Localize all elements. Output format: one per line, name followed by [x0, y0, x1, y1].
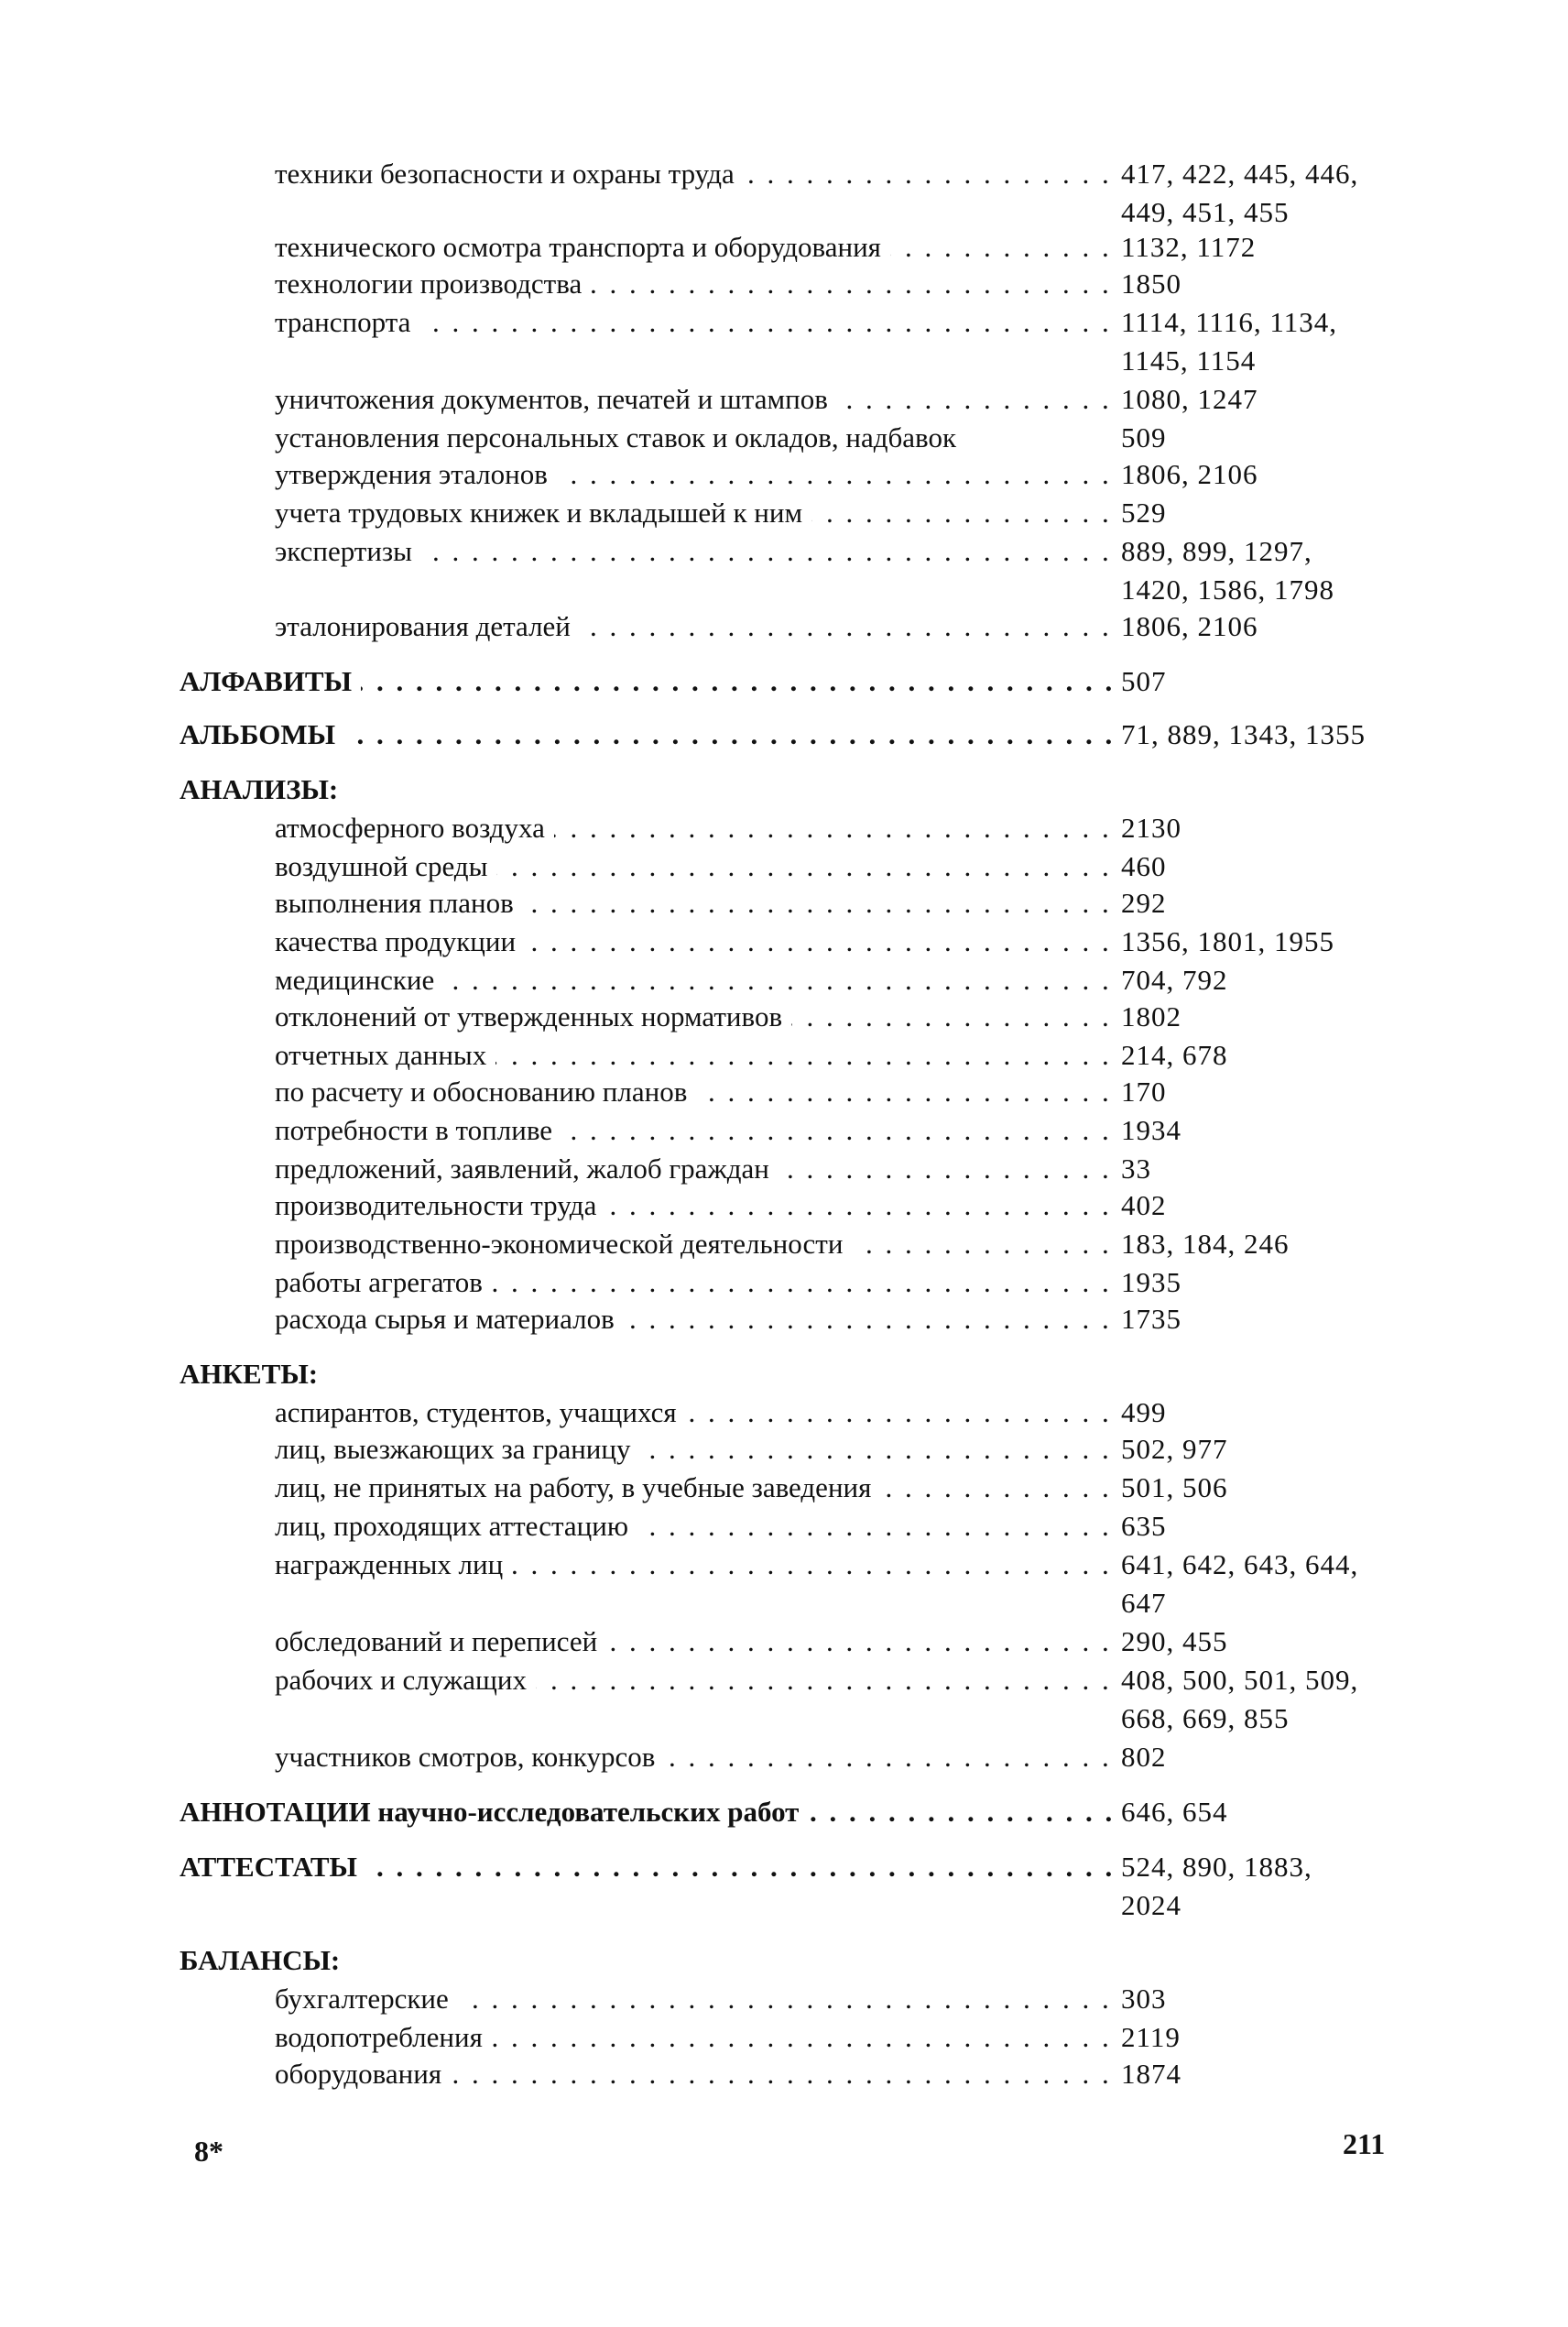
index-entry	[0, 848, 1568, 885]
index-entry	[0, 1585, 1568, 1622]
index-entry	[0, 810, 1568, 847]
entry-label: АНКЕТЫ:	[180, 1358, 327, 1390]
index-entry	[0, 456, 1568, 493]
index-entry	[0, 1431, 1568, 1468]
index-subentry	[275, 304, 1114, 341]
index-subentry	[275, 962, 1114, 999]
entry-pages: 1934	[1121, 1114, 1181, 1146]
index-subentry	[275, 999, 1114, 1035]
entry-pages: 704, 792	[1121, 964, 1228, 996]
index-entry	[0, 1739, 1568, 1775]
entry-pages: 1874	[1121, 2058, 1181, 2090]
entry-label: транспорта	[275, 306, 419, 338]
entry-label: эталонирования деталей	[275, 610, 580, 642]
index-entry	[0, 1074, 1568, 1110]
index-heading	[180, 1356, 1114, 1393]
index-subentry	[275, 533, 1114, 570]
index-subentry	[275, 1508, 1114, 1545]
entry-label: оборудования	[275, 2058, 451, 2090]
index-entry	[0, 716, 1568, 753]
index-entry	[0, 1151, 1568, 1187]
index-subentry	[275, 1469, 1114, 1506]
index-entry	[0, 1942, 1568, 1979]
index-subentry	[275, 420, 1114, 456]
index-entry	[0, 420, 1568, 456]
index-entry	[0, 923, 1568, 960]
index-entry	[0, 2019, 1568, 2056]
entry-label: лиц, проходящих аттестацию	[275, 1510, 637, 1542]
entry-pages: 2130	[1121, 812, 1181, 844]
entry-pages: 2119	[1121, 2021, 1181, 2053]
entry-label: бухгалтерские	[275, 1983, 458, 2015]
entry-pages: 449, 451, 455	[1121, 196, 1290, 228]
entry-label: АЛЬБОМЫ	[180, 718, 344, 750]
entry-label: качества продукции	[275, 925, 525, 957]
entry-label: водопотребления	[275, 2021, 492, 2053]
index-entry	[0, 266, 1568, 302]
entry-label: техники безопасности и охраны труда	[275, 158, 744, 190]
index-entry	[0, 1264, 1568, 1301]
index-heading	[180, 771, 1114, 808]
entry-label: установления персональных ставок и окладов, надбавок	[275, 421, 965, 453]
index-entry	[0, 156, 1568, 192]
entry-pages: 1080, 1247	[1121, 383, 1258, 415]
index-subentry	[275, 1431, 1114, 1468]
entry-pages: 646, 654	[1121, 1796, 1228, 1828]
index-entry	[0, 1112, 1568, 1149]
index-subentry	[275, 1264, 1114, 1301]
index-subentry	[275, 923, 1114, 960]
index-subentry	[275, 1112, 1114, 1149]
entry-pages: 460	[1121, 850, 1167, 882]
entry-label: технологии производства	[275, 268, 591, 300]
entry-pages: 647	[1121, 1587, 1167, 1619]
index-entry	[0, 495, 1568, 531]
entry-pages: 635	[1121, 1510, 1167, 1542]
entry-label: производительности труда	[275, 1189, 605, 1221]
entry-pages: 1802	[1121, 1000, 1181, 1032]
index-subentry	[275, 885, 1114, 922]
entry-label: награжденных лиц	[275, 1548, 512, 1580]
entry-label: АННОТАЦИИ научно-исследовательских работ	[180, 1796, 808, 1828]
entry-label: АЛФАВИТЫ	[180, 665, 361, 697]
index-entry	[0, 999, 1568, 1035]
index-subentry	[275, 848, 1114, 885]
entry-pages: 1850	[1121, 268, 1181, 300]
entry-label: предложений, заявлений, жалоб граждан	[275, 1153, 779, 1185]
index-heading	[180, 1849, 1114, 1885]
index-entry	[0, 1394, 1568, 1431]
entry-pages: 1806, 2106	[1121, 610, 1258, 642]
index-entry	[0, 663, 1568, 700]
index-heading	[180, 716, 1114, 753]
index-subentry	[275, 1546, 1114, 1583]
entry-label: лиц, выезжающих за границу	[275, 1433, 639, 1465]
entry-pages: 1114, 1116, 1134,	[1121, 306, 1337, 338]
entry-pages: 1420, 1586, 1798	[1121, 574, 1334, 606]
entry-pages: 802	[1121, 1741, 1167, 1773]
entry-pages: 303	[1121, 1983, 1167, 2015]
index-entry	[0, 1187, 1568, 1224]
index-entry	[0, 1623, 1568, 1660]
entry-pages: 502, 977	[1121, 1433, 1228, 1465]
index-entry	[0, 1508, 1568, 1545]
index-subentry	[275, 1037, 1114, 1074]
entry-pages: 170	[1121, 1076, 1167, 1108]
index-subentry	[275, 1739, 1114, 1775]
index-subentry	[275, 1301, 1114, 1338]
entry-label: работы агрегатов	[275, 1266, 492, 1298]
index-entry	[0, 229, 1568, 266]
entry-pages: 33	[1121, 1153, 1151, 1185]
index-entry	[0, 885, 1568, 922]
entry-pages: 417, 422, 445, 446,	[1121, 158, 1359, 190]
index-subentry	[275, 456, 1114, 493]
entry-pages: 1356, 1801, 1955	[1121, 925, 1334, 957]
entry-pages: 1935	[1121, 1266, 1181, 1298]
entry-pages: 402	[1121, 1189, 1167, 1221]
index-subentry	[275, 2019, 1114, 2056]
entry-label: уничтожения документов, печатей и штампов	[275, 383, 837, 415]
index-entry	[0, 608, 1568, 645]
entry-pages: 1145, 1154	[1121, 344, 1257, 377]
index-entry	[0, 194, 1568, 231]
entry-label: БАЛАНСЫ:	[180, 1944, 349, 1976]
signature-mark: 8*	[194, 2135, 223, 2168]
entry-label: выполнения планов	[275, 887, 523, 919]
entry-label: участников смотров, конкурсов	[275, 1741, 664, 1773]
entry-label: АНАЛИЗЫ:	[180, 773, 347, 805]
index-entry	[0, 1226, 1568, 1262]
entry-label: АТТЕСТАТЫ	[180, 1851, 366, 1883]
index-subentry	[275, 1074, 1114, 1110]
entry-pages: 1735	[1121, 1303, 1181, 1335]
entry-pages: 214, 678	[1121, 1039, 1228, 1071]
index-entry	[0, 343, 1568, 379]
entry-pages: 889, 899, 1297,	[1121, 535, 1312, 567]
entry-label: лиц, не принятых на работу, в учебные заведения	[275, 1471, 880, 1503]
index-entry	[0, 1700, 1568, 1737]
index-subentry	[275, 229, 1114, 266]
entry-pages: 668, 669, 855	[1121, 1702, 1290, 1734]
entry-label: учета трудовых книжек и вкладышей к ним	[275, 497, 811, 529]
entry-pages: 183, 184, 246	[1121, 1228, 1290, 1260]
entry-label: производственно-экономической деятельности	[275, 1228, 852, 1260]
entry-pages: 641, 642, 643, 644,	[1121, 1548, 1359, 1580]
index-entry	[0, 572, 1568, 608]
entry-pages: 529	[1121, 497, 1167, 529]
index-entry	[0, 1301, 1568, 1338]
index-subentry	[275, 495, 1114, 531]
index-entry	[0, 304, 1568, 341]
index-entry	[0, 1981, 1568, 2017]
entry-pages: 1132, 1172	[1121, 231, 1257, 263]
entry-label: рабочих и служащих	[275, 1664, 536, 1696]
entry-pages: 501, 506	[1121, 1471, 1228, 1503]
index-entry	[0, 1469, 1568, 1506]
index-subentry	[275, 1662, 1114, 1699]
index-entry	[0, 1662, 1568, 1699]
index-subentry	[275, 608, 1114, 645]
index-entry	[0, 381, 1568, 418]
index-entry	[0, 1037, 1568, 1074]
index-subentry	[275, 1623, 1114, 1660]
index-entry	[0, 1849, 1568, 1885]
entry-label: атмосферного воздуха	[275, 812, 554, 844]
entry-label: медицинские	[275, 964, 443, 996]
index-entry	[0, 2056, 1568, 2092]
index-subentry	[275, 1226, 1114, 1262]
entry-label: воздушной среды	[275, 850, 496, 882]
entry-pages: 507	[1121, 665, 1167, 697]
index-heading	[180, 1794, 1114, 1830]
entry-pages: 1806, 2106	[1121, 458, 1258, 490]
entry-label: расхода сырья и материалов	[275, 1303, 624, 1335]
index-heading	[180, 1942, 1114, 1979]
entry-label: обследований и переписей	[275, 1625, 606, 1657]
index-entry	[0, 771, 1568, 808]
entry-label: по расчету и обоснованию планов	[275, 1076, 696, 1108]
entry-label: утверждения эталонов	[275, 458, 557, 490]
index-entry	[0, 1546, 1568, 1583]
index-entry	[0, 1794, 1568, 1830]
entry-label: отклонений от утвержденных нормативов	[275, 1000, 791, 1032]
entry-label: потребности в топливе	[275, 1114, 561, 1146]
index-subentry	[275, 156, 1114, 192]
index-subentry	[275, 381, 1114, 418]
index-subentry	[275, 1151, 1114, 1187]
entry-label: отчетных данных	[275, 1039, 495, 1071]
index-entry	[0, 962, 1568, 999]
entry-pages: 408, 500, 501, 509,	[1121, 1664, 1359, 1696]
entry-pages: 71, 889, 1343, 1355	[1121, 718, 1366, 750]
entry-pages: 509	[1121, 421, 1167, 453]
index-subentry	[275, 1187, 1114, 1224]
entry-label: экспертизы	[275, 535, 421, 567]
index-entry	[0, 1887, 1568, 1924]
entry-pages: 2024	[1121, 1889, 1181, 1921]
index-entry	[0, 1356, 1568, 1393]
index-entry	[0, 533, 1568, 570]
index-subentry	[275, 266, 1114, 302]
entry-pages: 290, 455	[1121, 1625, 1228, 1657]
entry-pages: 292	[1121, 887, 1167, 919]
index-subentry	[275, 2056, 1114, 2092]
index-subentry	[275, 810, 1114, 847]
index-subentry	[275, 1981, 1114, 2017]
page-number: 211	[1343, 2127, 1386, 2160]
index-heading	[180, 663, 1114, 700]
index-subentry	[275, 1394, 1114, 1431]
entry-label: аспирантов, студентов, учащихся	[275, 1396, 686, 1428]
entry-label: технического осмотра транспорта и оборудования	[275, 231, 890, 263]
entry-pages: 499	[1121, 1396, 1167, 1428]
entry-pages: 524, 890, 1883,	[1121, 1851, 1312, 1883]
